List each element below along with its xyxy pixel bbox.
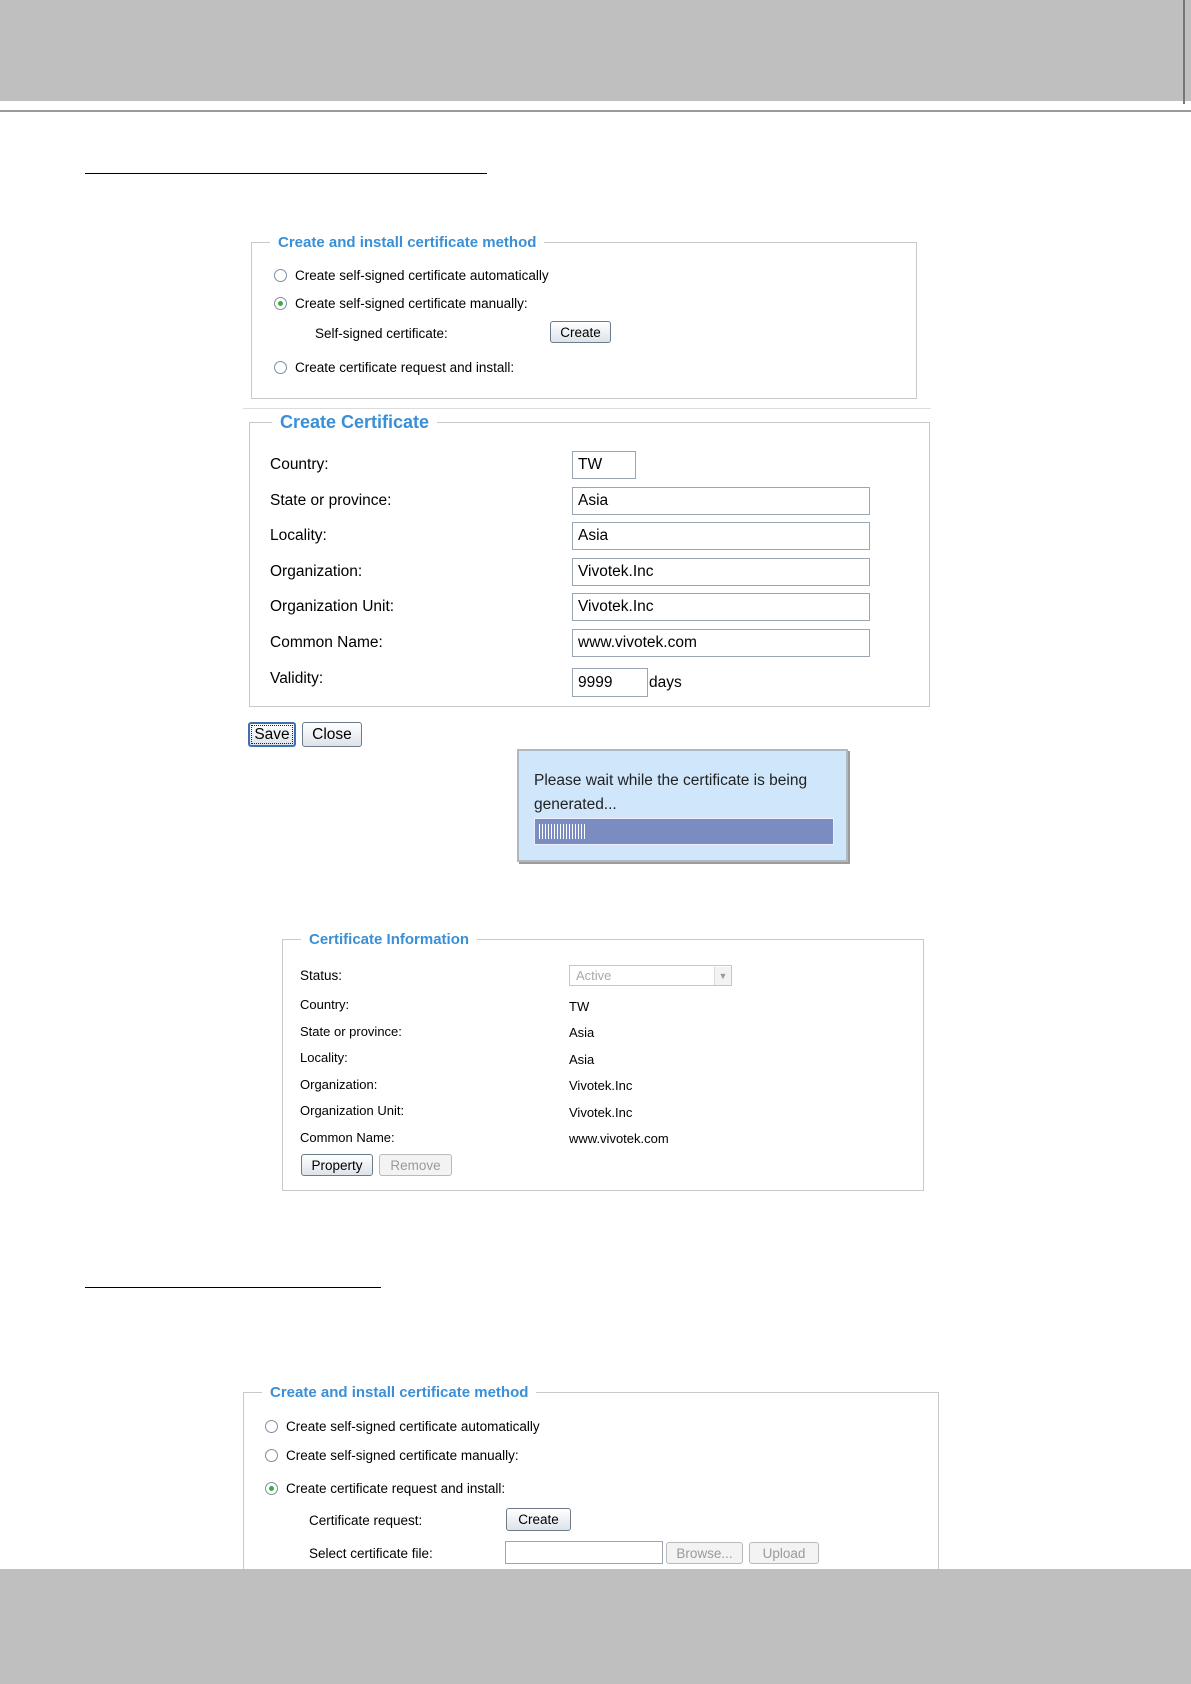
progress-message: Please wait while the certificate is being generated... [534,772,808,813]
browse-button[interactable]: Browse... [666,1542,743,1564]
page-header-band [0,0,1191,101]
option-label: Create self-signed certificate automatically [295,268,549,283]
header-rule [0,110,1191,112]
option-auto-self-signed[interactable] [274,268,549,283]
upload-button[interactable]: Upload [749,1542,819,1564]
header-edge-mark [1183,0,1185,104]
save-button[interactable]: Save [248,722,296,747]
common-name-input[interactable]: www.vivotek.com [572,629,870,657]
validity-unit-label: days [649,674,682,691]
progress-bar [534,818,834,845]
info-locality-value: Asia [569,1052,595,1067]
method-panel-2-legend: Create and install certificate method [270,1384,529,1401]
organization-unit-input[interactable]: Vivotek.Inc [572,593,870,621]
certificate-information-legend: Certificate Information [309,931,470,948]
option-request-install-2[interactable] [265,1481,505,1496]
status-label: Status: [300,968,343,983]
panel-separator [243,408,931,409]
radio-auto-self-signed-2[interactable] [265,1420,278,1433]
option-label: Create self-signed certificate automatically [286,1419,540,1434]
option-label: Create certificate request and install: [295,360,515,375]
info-organization-unit-value: Vivotek.Inc [569,1105,633,1120]
info-common-name-value: www.vivotek.com [569,1131,669,1146]
info-organization-unit-label: Organization Unit: [300,1103,405,1118]
info-country-label: Country: [300,997,350,1012]
organization-unit-label: Organization Unit: [270,598,395,615]
validity-label: Validity: [270,670,324,687]
status-select [569,965,732,986]
close-button[interactable]: Close [302,722,362,747]
info-state-value: Asia [569,1025,595,1040]
info-common-name-label: Common Name: [300,1130,395,1145]
option-request-install[interactable] [274,360,514,375]
locality-label: Locality: [270,527,327,544]
validity-input[interactable]: 9999 [572,668,648,697]
create-self-signed-button[interactable]: Create [550,321,611,343]
generating-progress-popup [517,749,848,862]
radio-request-install-2[interactable] [265,1482,278,1495]
option-label: Create certificate request and install: [286,1481,506,1496]
option-manual-self-signed[interactable] [274,296,528,311]
section-heading-rule-2 [85,1287,381,1288]
certificate-file-input[interactable] [505,1541,663,1564]
organization-input[interactable]: Vivotek.Inc [572,558,870,586]
option-auto-self-signed-2[interactable] [265,1419,540,1434]
radio-manual-self-signed-2[interactable] [265,1449,278,1462]
option-label: Create self-signed certificate manually: [295,296,528,311]
info-state-label: State or province: [300,1024,402,1039]
select-certificate-file-label: Select certificate file: [309,1546,433,1561]
info-organization-label: Organization: [300,1077,378,1092]
state-input[interactable]: Asia [572,487,870,515]
state-label: State or province: [270,492,392,509]
progress-bar-fill [539,824,585,839]
organization-label: Organization: [270,563,363,580]
page-footer-band [0,1569,1191,1684]
method-panel-1-legend: Create and install certificate method [278,234,537,251]
option-label: Create self-signed certificate manually: [286,1448,519,1463]
remove-button[interactable]: Remove [379,1154,452,1176]
common-name-label: Common Name: [270,634,383,651]
info-country-value: TW [569,999,590,1014]
section-heading-rule-1 [85,173,487,174]
certificate-request-label: Certificate request: [309,1513,423,1528]
locality-input[interactable]: Asia [572,522,870,550]
option-manual-self-signed-2[interactable] [265,1448,519,1463]
radio-request-install[interactable] [274,361,287,374]
info-locality-label: Locality: [300,1050,348,1065]
status-select-value: Active [576,968,612,983]
self-signed-certificate-label: Self-signed certificate: [315,326,448,341]
chevron-down-icon: ▼ [714,967,731,985]
country-input[interactable]: TW [572,451,636,479]
radio-auto-self-signed[interactable] [274,269,287,282]
create-request-button[interactable]: Create [506,1508,571,1531]
info-organization-value: Vivotek.Inc [569,1078,633,1093]
country-label: Country: [270,456,329,473]
create-certificate-legend: Create Certificate [280,412,430,432]
radio-manual-self-signed[interactable] [274,297,287,310]
property-button[interactable]: Property [301,1154,373,1176]
